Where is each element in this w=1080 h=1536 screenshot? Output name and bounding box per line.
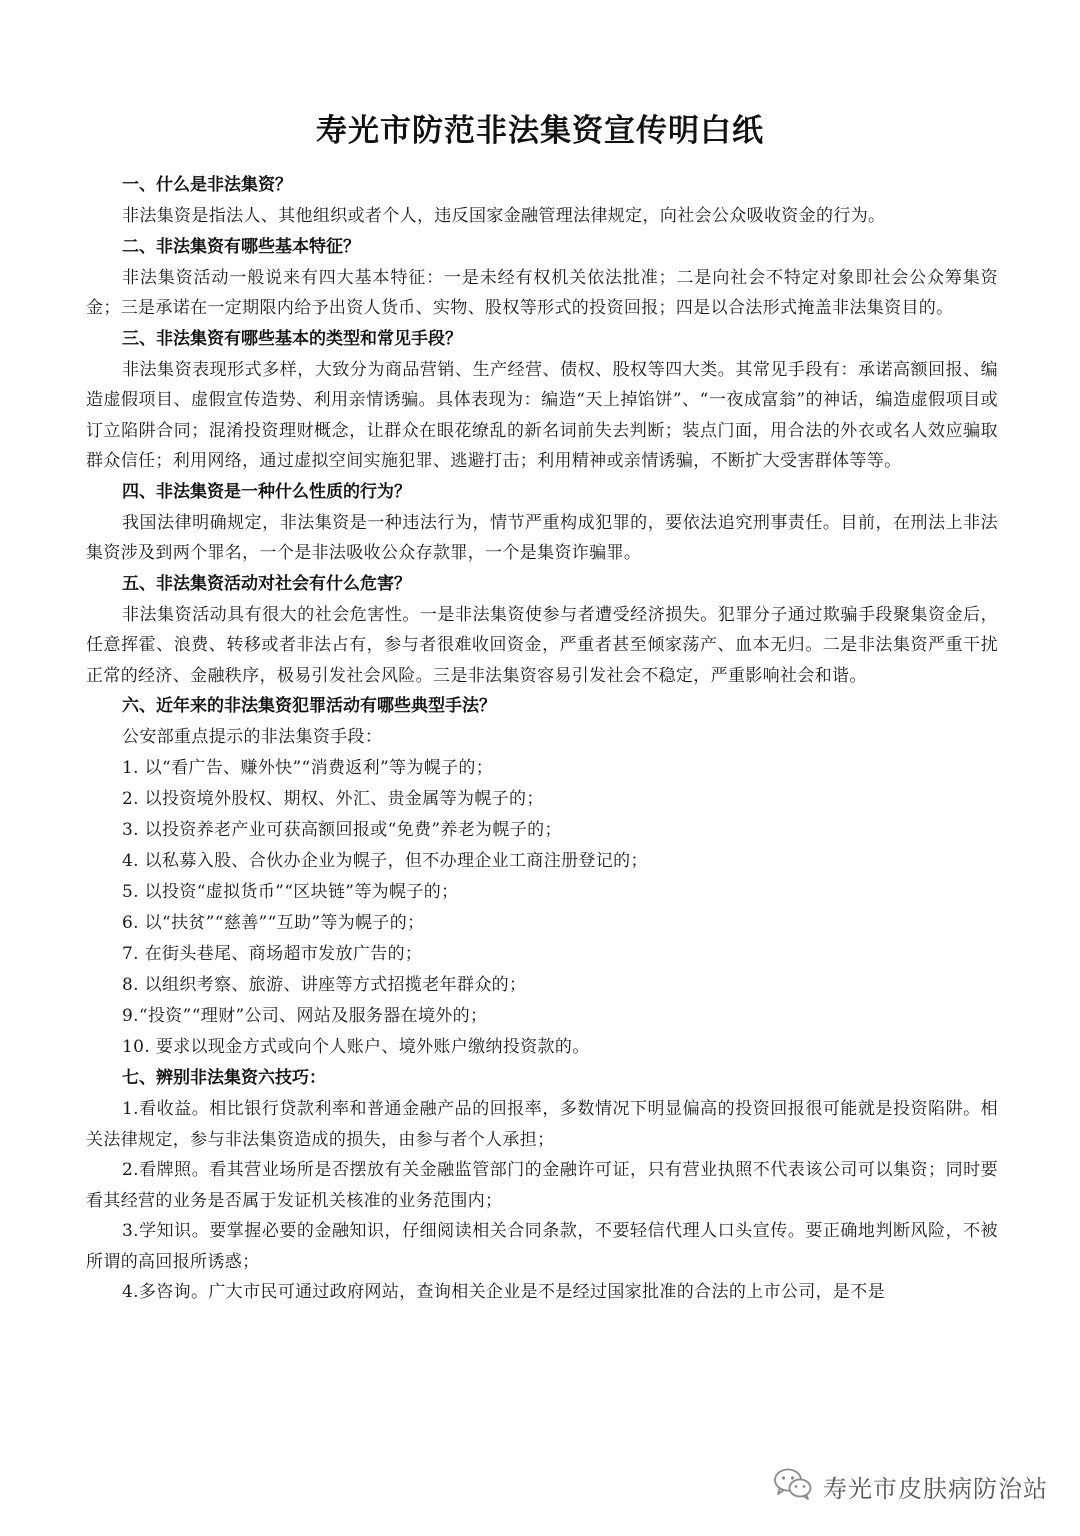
tip-paragraph: 4.多咨询。广大市民可通过政府网站，查询相关企业是不是经过国家批准的合法的上市公司，是不是 — [122, 1282, 885, 1302]
list-item: 2. 以投资境外股权、期权、外汇、贵金属等为幌子的； — [122, 789, 544, 809]
list-item: 9.“投资”“理财”公司、网站及服务器在境外的； — [122, 1006, 488, 1026]
list-item: 4. 以私募入股、合伙办企业为幌子，但不办理企业工商注册登记的； — [122, 851, 648, 871]
section-7-heading: 七、辨别非法集资六技巧： — [122, 1068, 326, 1088]
list-item: 8. 以组织考察、旅游、讲座等方式招揽老年群众的； — [122, 975, 527, 995]
list-item: 6. 以“扶贫”“慈善”“互助”等为幌子的； — [122, 913, 425, 933]
section-3-paragraph: 非法集资表现形式多样，大致分为商品营销、生产经营、债权、股权等四大类。其常见手段有：承诺高额回报、编造虚假项目、虚假宣传造势、利用亲情诱骗。具体表现为：编造“天上掉馅饼”、“一夜成富翁”的神话，编造虚假项目或订立陷阱合同；混淆投资理财概念，让群众在眼花缭乱的新名词前失去判断；装点门面，用合法的外衣或名人效应骗取群众信任；利用网络，通过虚拟空间实施犯罪、逃避打击；利用精神或亲情诱骗，不断扩大受害群体等等。 — [86, 359, 998, 471]
section-6-heading: 六、近年来的非法集资犯罪活动有哪些典型手法？ — [122, 696, 496, 716]
section-3-heading: 三、非法集资有哪些基本的类型和常见手段？ — [122, 328, 462, 349]
section-4-paragraph: 我国法律明确规定，非法集资是一种违法行为，情节严重构成犯罪的，要依法追究刑事责任。目前，在刑法上非法集资涉及到两个罪名，一个是非法吸收公众存款罪，一个是集资诈骗罪。 — [86, 512, 998, 563]
section-4-heading: 四、非法集资是一种什么性质的行为？ — [122, 481, 411, 502]
section-5-heading: 五、非法集资活动对社会有什么危害？ — [122, 573, 411, 594]
section-1-paragraph: 非法集资是指法人、其他组织或者个人，违反国家金融管理法律规定，向社会公众吸收资金的行为。 — [122, 206, 886, 226]
list-item: 1. 以“看广告、赚外快”“消费返利”等为幌子的； — [122, 758, 494, 778]
list-item: 5. 以投资“虚拟货币”“区块链”等为幌子的； — [122, 882, 459, 902]
section-6-intro: 公安部重点提示的非法集资手段： — [122, 727, 383, 747]
document-body — [86, 170, 998, 1308]
source-label: 寿光市皮肤病防治站 — [823, 1474, 1048, 1503]
list-item: 10. 要求以现金方式或向个人账户、境外账户缴纳投资款的。 — [122, 1037, 590, 1057]
tip-paragraph: 2.看牌照。看其营业场所是否摆放有关金融监管部门的金融许可证，只有营业执照不代表该公司可以集资；同时要看其经营的业务是否属于发证机关核准的业务范围内； — [86, 1160, 998, 1211]
list-item: 7. 在街头巷尾、商场超市发放广告的； — [122, 944, 423, 964]
section-2-paragraph: 非法集资活动一般说来有四大基本特征：一是未经有权机关依法批准；二是向社会不特定对象即社会公众筹集资金；三是承诺在一定期限内给予出资人货币、实物、股权等形式的投资回报；四是以合法形式掩盖非法集资目的。 — [86, 267, 998, 318]
section-5-paragraph: 非法集资活动具有很大的社会危害性。一是非法集资使参与者遭受经济损失。犯罪分子通过欺骗手段聚集资金后，任意挥霍、浪费、转移或者非法占有，参与者很难收回资金，严重者甚至倾家荡产、血本无归。二是非法集资严重干扰正常的经济、金融秩序，极易引发社会风险。三是非法集资容易引发社会不稳定，严重影响社会和谐。 — [86, 604, 998, 686]
section-1-heading: 一、什么是非法集资？ — [122, 175, 292, 195]
tip-paragraph: 3.学知识。要掌握必要的金融知识，仔细阅读相关合同条款，不要轻信代理人口头宣传。要正确地判断风险，不被所谓的高回报所诱惑； — [86, 1221, 998, 1272]
document-title: 寿光市防范非法集资宣传明白纸 — [316, 113, 764, 149]
tip-paragraph: 1.看收益。相比银行贷款利率和普通金融产品的回报率，多数情况下明显偏高的投资回报很可能就是投资陷阱。相关法律规定，参与非法集资造成的损失，由参与者个人承担； — [86, 1099, 998, 1150]
section-2-heading: 二、非法集资有哪些基本特征？ — [122, 236, 360, 257]
watermark-source — [773, 1466, 1048, 1506]
wechat-icon — [773, 1467, 813, 1505]
list-item: 3. 以投资养老产业可获高额回报或“免费”养老为幌子的； — [122, 820, 562, 840]
